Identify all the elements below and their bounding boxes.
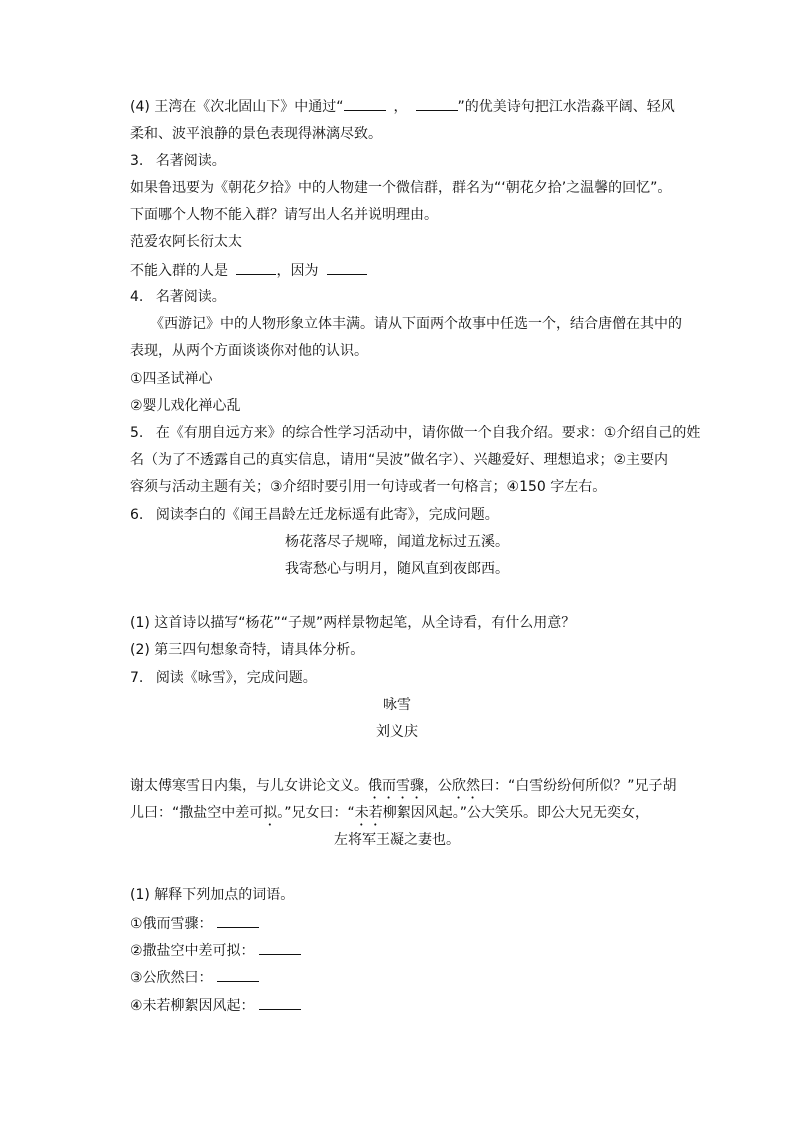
q3-line2: 下面哪个人物不能入群？请写出人名并说明理由。 [130,207,438,223]
q7-intro: 阅读《咏雪》，完成问题。 [155,670,317,686]
dotted-word-4: 未若 [354,805,383,821]
q5-text: 在《有朋自远方来》的综合性学习活动中，请你做一个自我介绍。要求：①介绍自己的姓 [155,425,701,441]
q2-4-suffix: ”的优美诗句把江水浩淼平阔、轻风 [457,99,675,115]
q5-line2: 名（为了不透露自己的真实信息，请用“吴波”做名字）、兴趣爱好、理想追求；②主要内 [130,452,669,468]
q2-4-sep: ， [393,99,408,115]
q3-heading [130,151,226,171]
dotted-word-2: 欣然 [452,778,480,794]
q3-answer-line [130,260,367,281]
q7-heading [130,668,317,688]
q2-4-line1 [130,96,675,117]
q7-item-2 [130,940,301,961]
q3-line1: 如果鲁迅要为《朝花夕拾》中的人物建一个微信群，群名为“‘朝花夕拾’之温馨的回忆”。 [130,180,672,196]
q6-intro: 阅读李白的《闻王昌龄左迁龙标遥有此寄》，完成问题。 [155,507,499,523]
passage-text: ，公 [424,778,452,794]
q4-line2: 表现，从两个方面谈谈你对他的认识。 [130,343,368,359]
passage-author: 刘义庆 [376,724,418,740]
poem-line-1: 杨花落尽子规啼，闻道龙标过五溪。 [285,534,509,550]
q7-item-4 [130,995,301,1016]
question-title: 名著阅读。 [155,153,226,169]
poem-line-2: 我寄愁心与明月，随风直到夜郎西。 [285,561,509,577]
q3-names: 范爱农阿长衍太太 [130,234,242,250]
item-label: ③公欣然曰： [130,970,213,986]
answer-blank[interactable] [217,913,259,928]
q6-sub2: (2) 第三四句想象奇特，请具体分析。 [130,642,365,658]
passage-line-3: 左将军王凝之妻也。 [334,832,460,848]
item-label: ④未若柳絮因风起： [130,998,255,1014]
q3-answer-b: ，因为 [276,263,319,279]
answer-blank[interactable] [259,995,301,1010]
passage-text: 曰：“白雪纷纷何所似？”兄子胡 [480,778,677,794]
answer-blank[interactable] [327,260,367,275]
q2-4-line2: 柔和、波平浪静的景色表现得淋漓尽致。 [130,126,382,142]
q4-option2: ②婴儿戏化禅心乱 [130,398,241,414]
dotted-word-3: 拟 [263,805,278,821]
q7-sub1: (1) 解释下列加点的词语。 [130,887,295,903]
question-number: 4. [130,289,144,305]
q6-sub1: (1) 这首诗以描写“杨花”“子规”两样景物起笔，从全诗看，有什么用意？ [130,615,576,631]
q7-item-3 [130,967,259,988]
answer-blank[interactable] [236,260,276,275]
passage-text: 柳絮因风起。”公大笑乐。即公大兄无奕女， [382,805,650,821]
answer-blank[interactable] [416,96,458,111]
question-number: 5. [130,425,144,441]
question-number: 6. [130,507,144,523]
passage-line-1 [130,776,677,802]
q5-line1 [130,423,700,443]
item-label: ①俄而雪骤： [130,916,213,932]
q6-heading [130,505,499,525]
question-number: 7. [130,670,144,686]
q4-option1: ①四圣试禅心 [130,371,213,387]
passage-text: 。”兄女曰：“ [277,805,355,821]
item-label: ②撒盐空中差可拟： [130,943,255,959]
answer-blank[interactable] [259,940,301,955]
q7-item-1 [130,913,259,934]
question-title: 名著阅读。 [155,289,226,305]
passage-text: 儿曰：“撒盐空中差可 [130,805,264,821]
q4-line1: 《西游记》中的人物形象立体丰满。请从下面两个故事中任选一个，结合唐僧在其中的 [150,316,682,332]
dotted-word-1: 俄而雪骤 [368,778,424,794]
q2-4-prefix: (4) 王湾在《次北固山下》中通过“ [130,99,344,115]
passage-title: 咏雪 [383,697,411,713]
q3-answer-a: 不能入群的人是 [130,263,228,279]
passage-line-2 [130,803,649,829]
q5-line3: 容须与活动主题有关；③介绍时要引用一句诗或者一句格言；④150 字左右。 [130,479,607,495]
answer-blank[interactable] [217,967,259,982]
question-number: 3. [130,153,144,169]
passage-text: 谢太傅寒雪日内集，与儿女讲论文义。 [130,778,368,794]
q4-heading [130,287,226,307]
answer-blank[interactable] [344,96,386,111]
